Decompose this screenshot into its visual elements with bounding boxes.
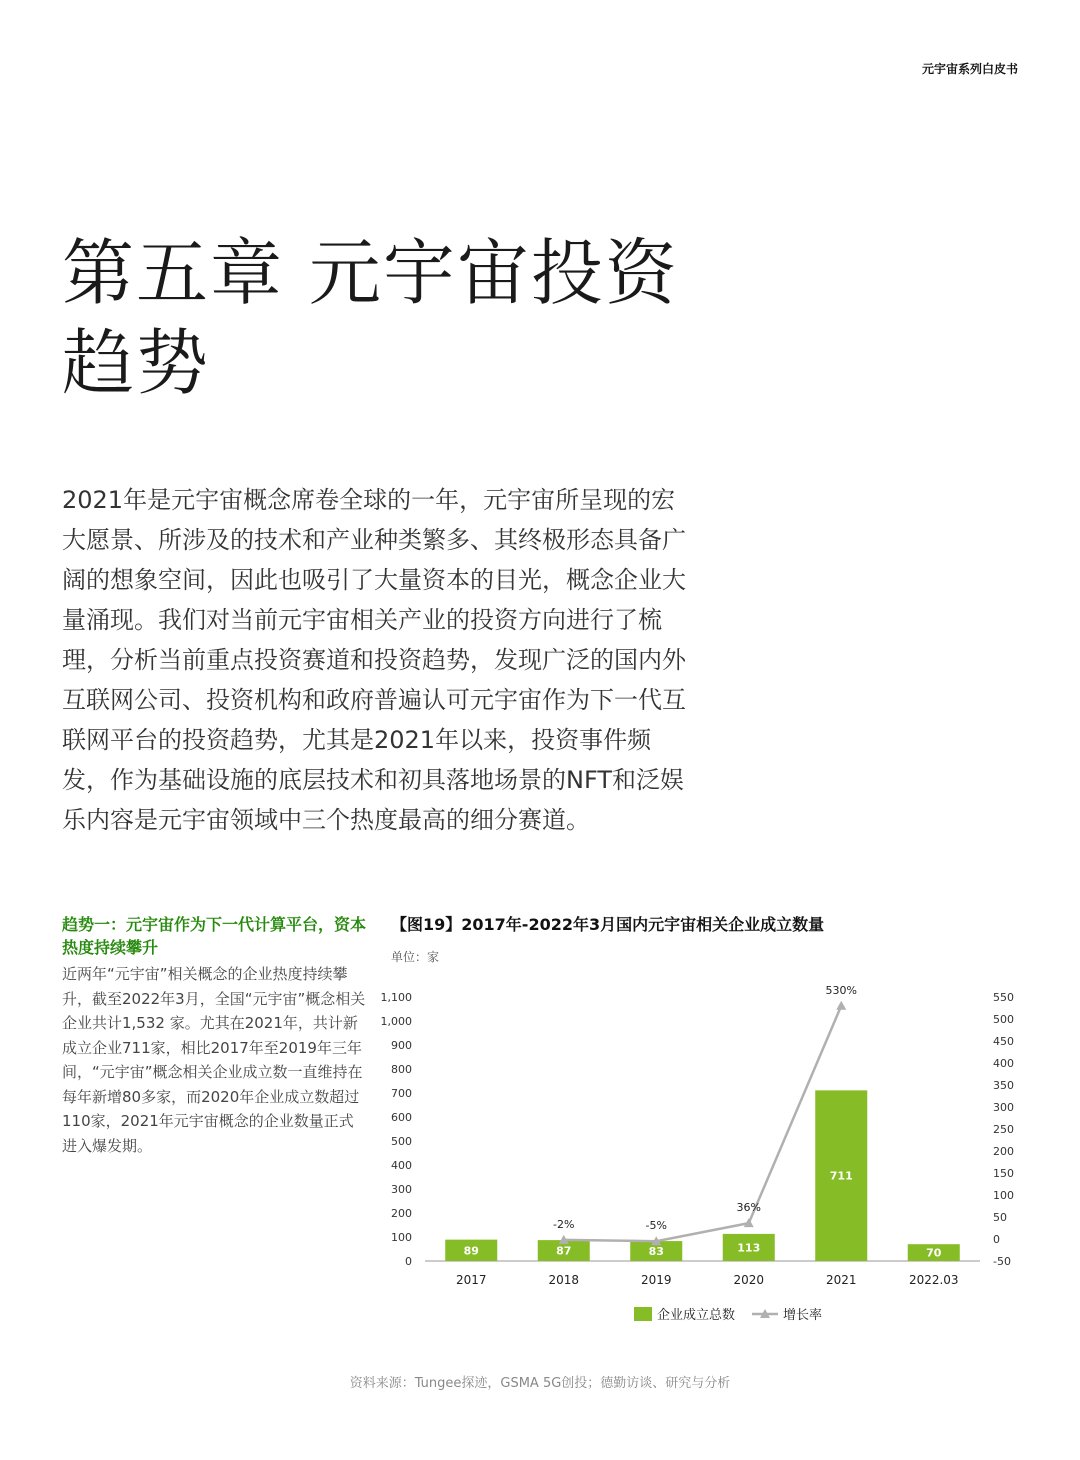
left-axis-tick-label: 400 [391, 1159, 412, 1172]
right-axis-tick-label: 150 [993, 1167, 1014, 1180]
left-axis-tick-label: 500 [391, 1135, 412, 1148]
left-axis-tick-label: 1,000 [380, 1015, 412, 1028]
x-tick-label: 2018 [548, 1273, 580, 1287]
series-tag: 元宇宙系列白皮书 [921, 62, 1018, 76]
x-tick-label: 2021 [825, 1273, 857, 1287]
figure-title: 【图19】2017年-2022年3月国内元宇宙相关企业成立数量 [391, 915, 825, 934]
left-axis-tick-label: 300 [391, 1183, 412, 1196]
bar-value-label: 711 [829, 1169, 853, 1183]
legend-label-bar: 企业成立总数 [657, 1308, 736, 1323]
right-axis-tick-label: 300 [993, 1101, 1014, 1114]
bar-value-label: 89 [463, 1244, 479, 1258]
left-axis-tick-label: 700 [391, 1087, 412, 1100]
left-axis-tick-label: 0 [405, 1255, 412, 1268]
right-axis-tick-label: -50 [993, 1255, 1011, 1268]
figure-unit: 单位：家 [391, 950, 440, 964]
left-axis-tick-label: 800 [391, 1063, 412, 1076]
right-axis-tick-label: 350 [993, 1079, 1014, 1092]
x-tick-label: 2019 [640, 1273, 672, 1287]
left-axis-tick-label: 600 [391, 1111, 412, 1124]
right-axis-tick-label: 250 [993, 1123, 1014, 1136]
bar-value-label: 87 [556, 1244, 572, 1258]
trend-body: 近两年“元宇宙”相关概念的企业热度持续攀升，截至2022年3月，全国“元宇宙”概念相关企业共计1,532 家。尤其在2021年，共计新成立企业711家，相比2017年至2019年三年间，“元宇宙”概念相关企业成立数一直维持在每年新增80多家，而2020年企业成立数超过110家，2021年元宇宙概念的企业数量正式进入爆发期。 [62, 965, 366, 1155]
growth-rate-label: -5% [645, 1219, 667, 1233]
right-axis-tick-label: 100 [993, 1189, 1014, 1202]
left-axis-tick-label: 100 [391, 1231, 412, 1244]
x-tick-label: 2017 [455, 1273, 487, 1287]
left-axis-tick-label: 1,100 [380, 991, 412, 1004]
growth-rate-label: 36% [736, 1201, 761, 1215]
growth-rate-label: -2% [553, 1217, 575, 1231]
left-axis-tick-label: 200 [391, 1207, 412, 1220]
right-axis-tick-label: 200 [993, 1145, 1014, 1158]
right-axis-tick-label: 550 [993, 991, 1014, 1004]
legend-swatch-bar [634, 1307, 652, 1321]
legend-label-line: 增长率 [783, 1308, 823, 1323]
source-note: 资料来源：Tungee探迹，GSMA 5G创投；德勤访谈、研究与分析 [349, 1376, 731, 1391]
trend-heading: 趋势一：元宇宙作为下一代计算平台，资本热度持续攀升 [62, 915, 367, 957]
bar-value-label: 83 [648, 1245, 664, 1259]
right-axis-tick-label: 0 [993, 1233, 1000, 1246]
bar-value-label: 113 [737, 1241, 761, 1255]
right-axis-tick-label: 450 [993, 1035, 1014, 1048]
bar-value-label: 70 [926, 1246, 942, 1260]
growth-rate-line [564, 1006, 842, 1241]
chapter-title: 第五章 元宇宙投资趋势 [62, 231, 679, 405]
growth-rate-label: 530% [825, 983, 857, 997]
left-axis-tick-label: 900 [391, 1039, 412, 1052]
x-tick-label: 2022.03 [908, 1273, 959, 1287]
right-axis-tick-label: 500 [993, 1013, 1014, 1026]
right-axis-tick-label: 50 [993, 1211, 1007, 1224]
growth-rate-point [836, 1001, 846, 1010]
right-axis-tick-label: 400 [993, 1057, 1014, 1070]
x-tick-label: 2020 [733, 1273, 765, 1287]
intro-paragraph: 2021年是元宇宙概念席卷全球的一年，元宇宙所呈现的宏大愿景、所涉及的技术和产业种类繁多、其终极形态具备广阔的想象空间，因此也吸引了大量资本的目光，概念企业大量涌现。我们对当前元宇宙相关产业的投资方向进行了梳理，分析当前重点投资赛道和投资趋势，发现广泛的国内外互联网公司、投资机构和政府普遍认可元宇宙作为下一代互联网平台的投资趋势，尤其是2021年以来，投资事件频发，作为基础设施的底层技术和初具落地场景的NFT和泛娱乐内容是元宇宙领域中三个热度最高的细分赛道。 [62, 486, 686, 834]
